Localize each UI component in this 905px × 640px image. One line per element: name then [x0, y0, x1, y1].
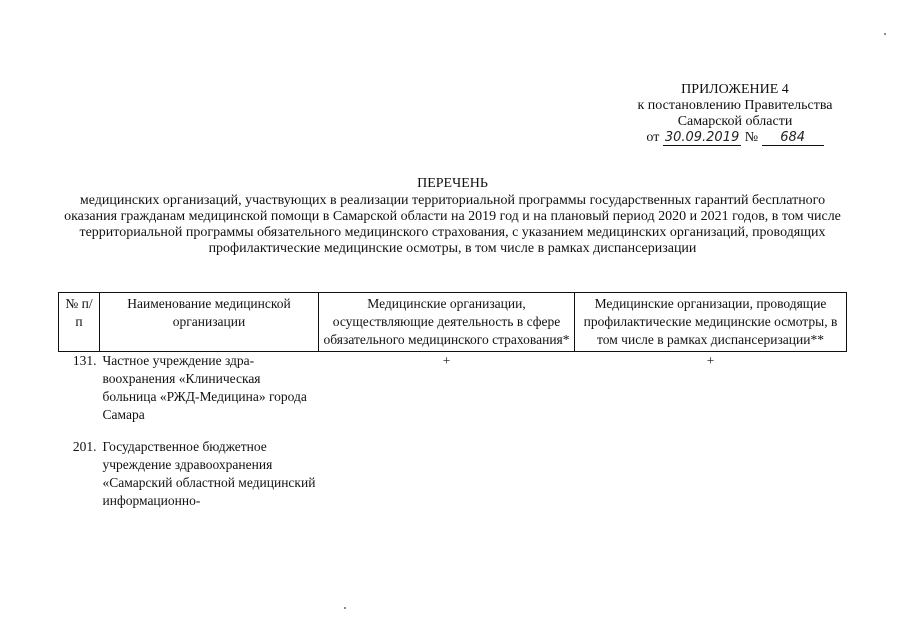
document-subtitle: медицинских организаций, участвующих в реализации территориальной программы государственных гарантий бесплатного оказания гражданам медицинской помощи в Самарской области на 2019 год и на плановый период 2020 и 2021 годов, в том числе территориальной программы обязательного медицинского страхования, с указанием медицинских организаций, проводящих профилактические медицинские осмотры, в том числе в рамках диспансеризации [64, 193, 841, 256]
row-preventive-mark: + [706, 353, 715, 368]
table-header-row [59, 293, 847, 352]
header-organization-name: Наименование медицинской организации [100, 293, 319, 352]
header-oms: Медицинские организации, осуществляющие деятельность в сфере обязательного медицинского страхования* [319, 293, 575, 352]
appendix-date-line [600, 130, 870, 146]
document-title-block [60, 176, 845, 257]
row-oms-mark [319, 438, 575, 510]
scan-speck [884, 33, 886, 35]
appendix-block [600, 82, 870, 146]
row-organization-name: Частное учреждение здра-воохранения «Клиническая больница «РЖД-Медицина» города Самара [102, 353, 307, 422]
number-prefix: № [744, 130, 759, 145]
header-preventive: Медицинские организации, проводящие профилактические медицинские осмотры, в том числе в рамках диспансеризации** [575, 293, 847, 352]
row-number: 131. [72, 353, 97, 368]
table-row [59, 352, 847, 439]
table-row [59, 438, 847, 510]
row-number: 201. [72, 439, 97, 454]
appendix-title: ПРИЛОЖЕНИЕ 4 [681, 82, 789, 97]
date-prefix: от [646, 130, 660, 145]
organizations-table [58, 292, 847, 510]
row-preventive-mark [575, 438, 847, 510]
number-value: 684 [762, 131, 824, 146]
header-number: № п/п [59, 293, 100, 352]
row-organization-name: Государственное бюджетное учреждение здравоохранения «Самарский областной медицинский информационно- [102, 439, 316, 508]
scan-speck [344, 607, 346, 609]
appendix-line-2: Самарской области [677, 114, 793, 129]
appendix-line-1: к постановлению Правительства [637, 98, 833, 113]
row-oms-mark: + [442, 353, 451, 368]
document-heading: ПЕРЕЧЕНЬ [417, 176, 488, 191]
date-value: 30.09.2019 [664, 130, 740, 145]
